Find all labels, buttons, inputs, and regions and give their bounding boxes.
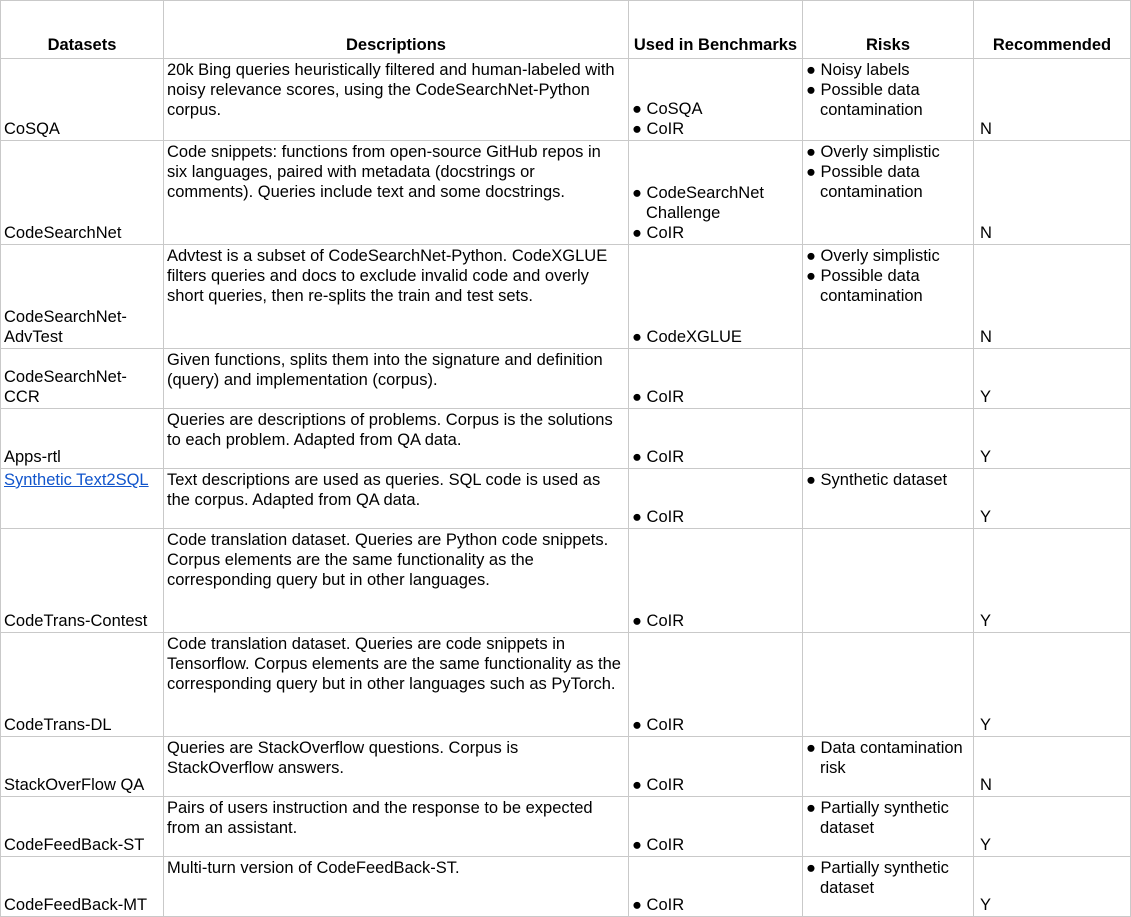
risks-cell — [803, 529, 974, 633]
risks-cell — [803, 857, 974, 917]
benchmarks-cell — [629, 59, 803, 141]
risk-item: ● Overly simplistic — [806, 247, 940, 265]
benchmark-item: ● CoIR — [632, 120, 685, 138]
recommended-cell: Y — [974, 633, 1131, 737]
description-cell: Given functions, splits them into the signature and definition (query) and implementation (corpus). — [164, 349, 629, 409]
benchmark-item: ● CoIR — [632, 776, 685, 794]
benchmark-item: ● CoSQA — [632, 100, 703, 118]
risks-cell — [803, 797, 974, 857]
description-cell: 20k Bing queries heuristically filtered and human-labeled with noisy relevance scores, using the CodeSearchNet-Python corpus. — [164, 59, 629, 141]
benchmark-item: ● CoIR — [632, 388, 685, 406]
benchmarks-cell — [629, 409, 803, 469]
table-row — [1, 141, 1131, 245]
table-row — [1, 245, 1131, 349]
risks-cell — [803, 469, 974, 529]
dataset-name-cell: CoSQA — [1, 59, 164, 141]
risk-item: ● Data contamination risk — [806, 739, 963, 777]
risks-cell — [803, 633, 974, 737]
benchmark-item: ● CoIR — [632, 224, 685, 242]
benchmarks-cell — [629, 141, 803, 245]
recommended-cell: Y — [974, 529, 1131, 633]
benchmarks-cell — [629, 349, 803, 409]
recommended-cell: N — [974, 59, 1131, 141]
recommended-cell: N — [974, 737, 1131, 797]
dataset-name-cell: CodeSearchNet — [1, 141, 164, 245]
benchmarks-cell — [629, 857, 803, 917]
table-row — [1, 59, 1131, 141]
risk-item: ● Possible data contamination — [806, 163, 923, 201]
benchmark-item: ● CoIR — [632, 716, 685, 734]
dataset-name-cell: CodeFeedBack-MT — [1, 857, 164, 917]
risk-item: ● Partially synthetic dataset — [806, 799, 949, 837]
table-row — [1, 857, 1131, 917]
benchmark-item: ● CoIR — [632, 612, 685, 630]
benchmarks-cell — [629, 529, 803, 633]
table-row — [1, 737, 1131, 797]
recommended-cell: Y — [974, 409, 1131, 469]
table-row — [1, 797, 1131, 857]
description-cell: Text descriptions are used as queries. SQL code is used as the corpus. Adapted from QA data. — [164, 469, 629, 529]
risk-item: ● Overly simplistic — [806, 143, 940, 161]
dataset-name-cell: Apps-rtl — [1, 409, 164, 469]
table-row — [1, 529, 1131, 633]
table-row — [1, 469, 1131, 529]
risk-item: ● Possible data contamination — [806, 81, 923, 119]
table-row — [1, 633, 1131, 737]
benchmark-item: ● CodeXGLUE — [632, 328, 742, 346]
benchmark-item: ● CoIR — [632, 896, 685, 914]
risks-cell — [803, 737, 974, 797]
recommended-cell: Y — [974, 349, 1131, 409]
description-cell: Multi-turn version of CodeFeedBack-ST. — [164, 857, 629, 917]
benchmark-item: ● CoIR — [632, 508, 685, 526]
dataset-name-cell: CodeFeedBack-ST — [1, 797, 164, 857]
benchmark-item: ● CoIR — [632, 448, 685, 466]
risks-cell — [803, 245, 974, 349]
description-cell: Pairs of users instruction and the response to be expected from an assistant. — [164, 797, 629, 857]
benchmarks-cell — [629, 469, 803, 529]
recommended-cell: N — [974, 245, 1131, 349]
recommended-cell: Y — [974, 469, 1131, 529]
benchmark-item: ● CoIR — [632, 836, 685, 854]
description-cell: Queries are StackOverflow questions. Corpus is StackOverflow answers. — [164, 737, 629, 797]
benchmark-item: ● CodeSearchNet Challenge — [632, 184, 764, 222]
risk-item: ● Partially synthetic dataset — [806, 859, 949, 897]
dataset-name-cell: StackOverFlow QA — [1, 737, 164, 797]
risks-cell — [803, 141, 974, 245]
header-descriptions: Descriptions — [164, 1, 629, 59]
dataset-name-cell[interactable] — [1, 469, 164, 529]
risk-item: ● Possible data contamination — [806, 267, 923, 305]
description-cell: Code snippets: functions from open-source GitHub repos in six languages, paired with metadata (docstrings or comments). Queries include text and some docstrings. — [164, 141, 629, 245]
benchmarks-cell — [629, 245, 803, 349]
header-used-in-benchmarks: Used in Benchmarks — [629, 1, 803, 59]
recommended-cell: Y — [974, 797, 1131, 857]
description-cell: Queries are descriptions of problems. Corpus is the solutions to each problem. Adapted from QA data. — [164, 409, 629, 469]
description-cell: Code translation dataset. Queries are Python code snippets. Corpus elements are the same functionality as the corresponding query but in other languages. — [164, 529, 629, 633]
description-cell: Advtest is a subset of CodeSearchNet-Python. CodeXGLUE filters queries and docs to exclude invalid code and overly short queries, then re-splits the train and test sets. — [164, 245, 629, 349]
benchmarks-cell — [629, 737, 803, 797]
dataset-name-cell: CodeTrans-DL — [1, 633, 164, 737]
benchmarks-cell — [629, 797, 803, 857]
dataset-name-cell: CodeSearchNet-AdvTest — [1, 245, 164, 349]
header-risks: Risks — [803, 1, 974, 59]
risk-item: ● Noisy labels — [806, 61, 910, 79]
table-row — [1, 349, 1131, 409]
header-recommended: Recommended — [974, 1, 1131, 59]
recommended-cell: N — [974, 141, 1131, 245]
dataset-name-cell: CodeTrans-Contest — [1, 529, 164, 633]
benchmarks-cell — [629, 633, 803, 737]
recommended-cell: Y — [974, 857, 1131, 917]
description-cell: Code translation dataset. Queries are code snippets in Tensorflow. Corpus elements are the same functionality as the corresponding query but in other languages such as PyTorch. — [164, 633, 629, 737]
risks-cell — [803, 409, 974, 469]
dataset-name-cell: CodeSearchNet-CCR — [1, 349, 164, 409]
dataset-link[interactable]: Synthetic Text2SQL — [4, 471, 149, 489]
risks-cell — [803, 349, 974, 409]
header-row — [1, 1, 1131, 59]
risk-item: ● Synthetic dataset — [806, 471, 948, 489]
header-datasets: Datasets — [1, 1, 164, 59]
risks-cell — [803, 59, 974, 141]
table-row — [1, 409, 1131, 469]
table-body — [1, 59, 1131, 917]
